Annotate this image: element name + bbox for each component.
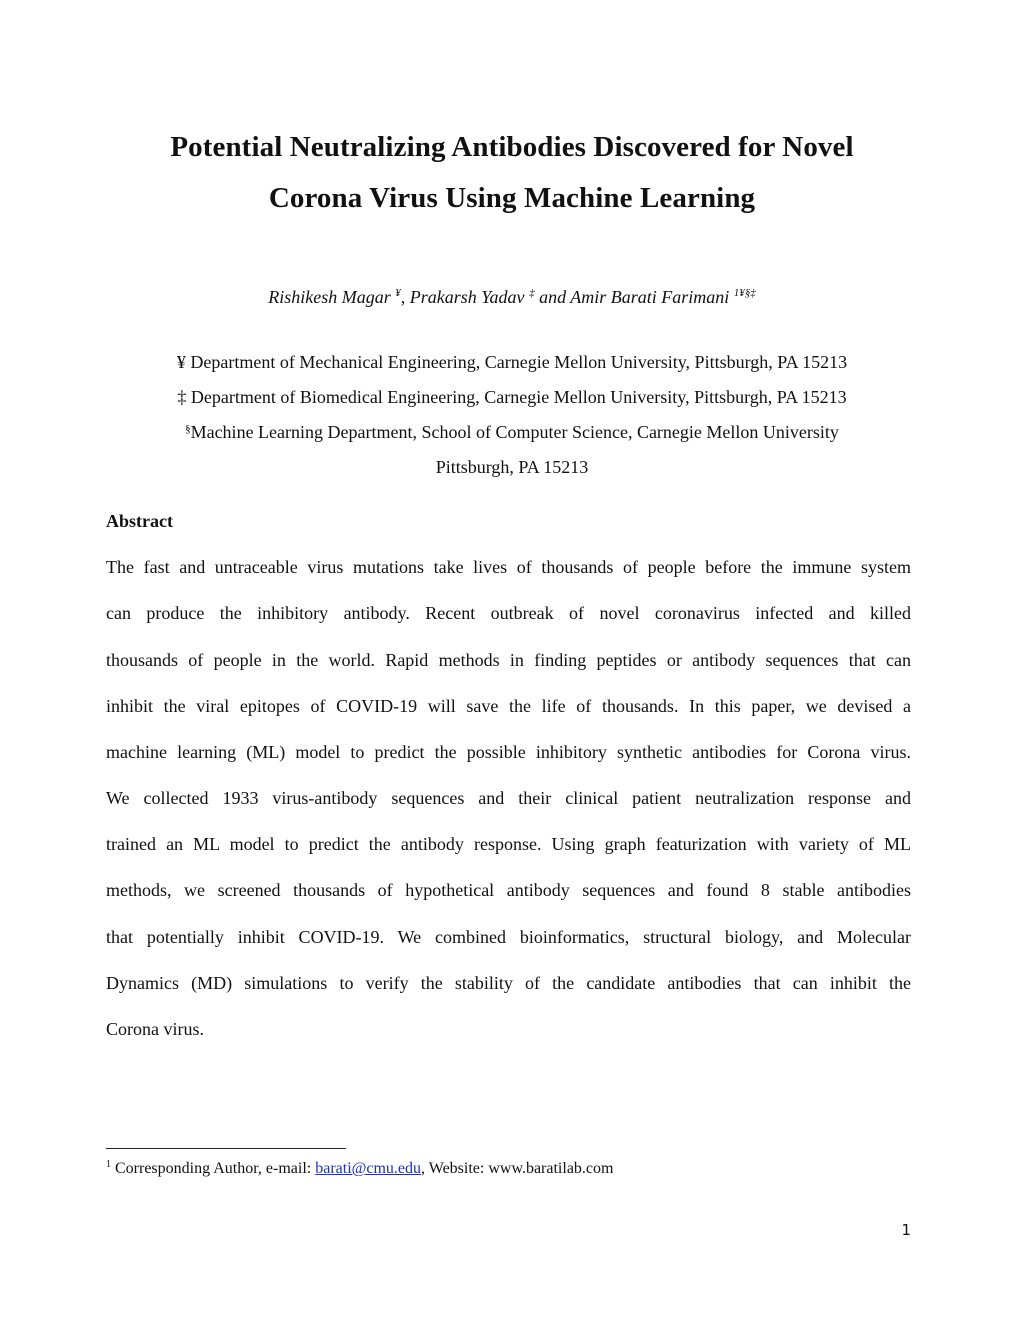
abstract-line: that potentially inhibit COVID-19. We combined bioinformatics, structural biology, and Molecular <box>106 927 911 947</box>
author-name: Rishikesh Magar <box>268 287 391 307</box>
author-list <box>0 285 1024 309</box>
author-affiliation-mark: ¥ <box>395 287 401 299</box>
paper-title-line-2: Corona Virus Using Machine Learning <box>268 182 756 214</box>
footnote-suffix: , Website: www.baratilab.com <box>421 1160 614 1177</box>
author-affiliation-mark: 1¥§‡ <box>733 287 756 299</box>
abstract-line: thousands of people in the world. Rapid methods in finding peptides or antibody sequences that can <box>106 650 911 670</box>
abstract-line: We collected 1933 virus-antibody sequences and their clinical patient neutralization response and <box>106 788 911 808</box>
affiliation-text: Machine Learning Department, School of Computer Science, Carnegie Mellon University <box>190 422 839 442</box>
footnote-divider <box>106 1148 346 1149</box>
abstract-line: The fast and untraceable virus mutations take lives of thousands of people before the immune system <box>106 557 911 577</box>
author-name: Amir Barati Farimani <box>570 287 730 307</box>
affiliation-line <box>0 385 1024 409</box>
paper-title-line-1: Potential Neutralizing Antibodies Discovered for Novel <box>170 131 854 163</box>
abstract-line: Dynamics (MD) simulations to verify the stability of the candidate antibodies that can inhibit the <box>106 973 911 993</box>
author-affiliation-mark: ‡ <box>529 287 535 299</box>
affiliation-mark: ‡ <box>177 387 187 407</box>
affiliation-line: Pittsburgh, PA 15213 <box>435 457 589 477</box>
abstract-line: Corona virus. <box>106 1019 204 1039</box>
abstract-line: methods, we screened thousands of hypothetical antibody sequences and found 8 stable antibodies <box>106 880 911 900</box>
affiliation-mark: ¥ <box>176 352 186 372</box>
affiliation-text: Department of Mechanical Engineering, Carnegie Mellon University, Pittsburgh, PA 15213 <box>185 352 848 372</box>
affiliation-line <box>0 350 1024 374</box>
abstract-heading: Abstract <box>106 511 173 531</box>
affiliation-text: Department of Biomedical Engineering, Carnegie Mellon University, Pittsburgh, PA 15213 <box>186 387 847 407</box>
footnote <box>106 1158 613 1180</box>
footnote-mark: 1 <box>106 1159 111 1170</box>
footnote-prefix: Corresponding Author, e-mail: <box>111 1160 316 1177</box>
affiliation-line <box>0 420 1024 444</box>
author-separator: , <box>400 287 410 307</box>
abstract-line: inhibit the viral epitopes of COVID-19 will save the life of thousands. In this paper, we devised a <box>106 696 911 716</box>
email-link[interactable]: barati@cmu.edu <box>315 1160 422 1177</box>
abstract-line: trained an ML model to predict the antibody response. Using graph featurization with variety of ML <box>106 834 911 854</box>
author-name: Prakarsh Yadav <box>409 287 525 307</box>
affiliation-mark: § <box>185 423 191 435</box>
abstract-line: machine learning (ML) model to predict the possible inhibitory synthetic antibodies for Corona virus. <box>106 742 911 762</box>
author-separator: and <box>534 287 571 307</box>
abstract-line: can produce the inhibitory antibody. Recent outbreak of novel coronavirus infected and killed <box>106 603 911 623</box>
page-number: 1 <box>901 1221 911 1239</box>
